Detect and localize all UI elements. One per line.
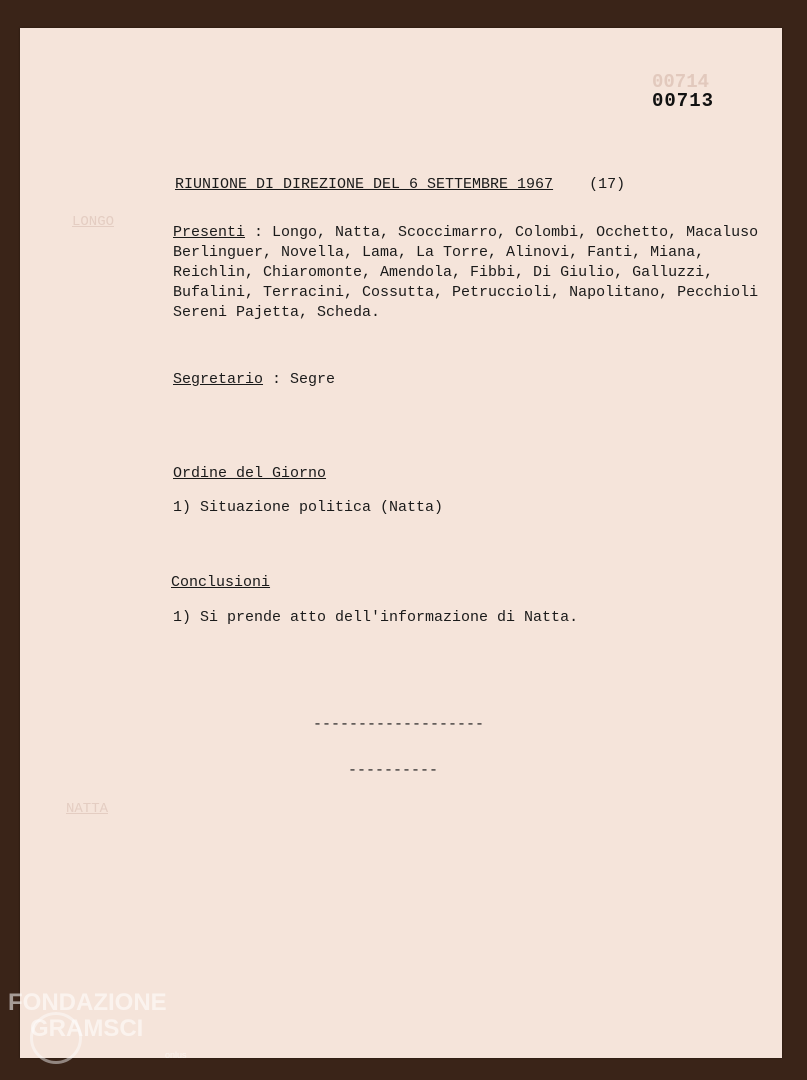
secretary-line xyxy=(173,371,335,388)
conclusions-item: 1) Si prende atto dell'informazione di Natta. xyxy=(173,609,579,626)
separator-short: ---------- xyxy=(348,762,439,779)
attendees-label: Presenti xyxy=(173,224,246,241)
watermark-onlus: onlus xyxy=(165,1050,187,1060)
secretary-name: : Segre xyxy=(263,371,336,388)
agenda-item: 1) Situazione politica (Natta) xyxy=(173,499,444,516)
meeting-title xyxy=(175,176,625,193)
separator-long: ------------------- xyxy=(313,716,485,733)
bleed-through-longo: LONGO xyxy=(72,214,115,230)
document-number: 00713 xyxy=(652,90,715,112)
meeting-title-text: RIUNIONE DI DIREZIONE DEL 6 SETTEMBRE 1967 xyxy=(175,176,554,193)
attendees-block xyxy=(173,223,783,323)
meeting-number: (17) xyxy=(589,176,626,193)
attendees-list: : Longo, Natta, Scoccimarro, Colombi, Occhetto, Macaluso Berlinguer, Novella, Lama, La Torre, Alinovi, Fanti, Miana, Reichlin, Chiaromonte, Amendola, Fibbi, Di Giulio, Galluzzi, Bufalini, Terracini, Cossutta, Petruccioli, Napolitano, Pecchioli Sereni Pajetta, Scheda. xyxy=(173,224,759,321)
watermark-logo: FONDAZIONE GRAMSCI xyxy=(8,989,167,1042)
bleed-through-number: 00714 xyxy=(652,71,710,93)
agenda-heading: Ordine del Giorno xyxy=(173,465,327,482)
bleed-through-natta: NATTA xyxy=(66,801,109,817)
secretary-label: Segretario xyxy=(173,371,264,388)
conclusions-heading: Conclusioni xyxy=(171,574,271,591)
